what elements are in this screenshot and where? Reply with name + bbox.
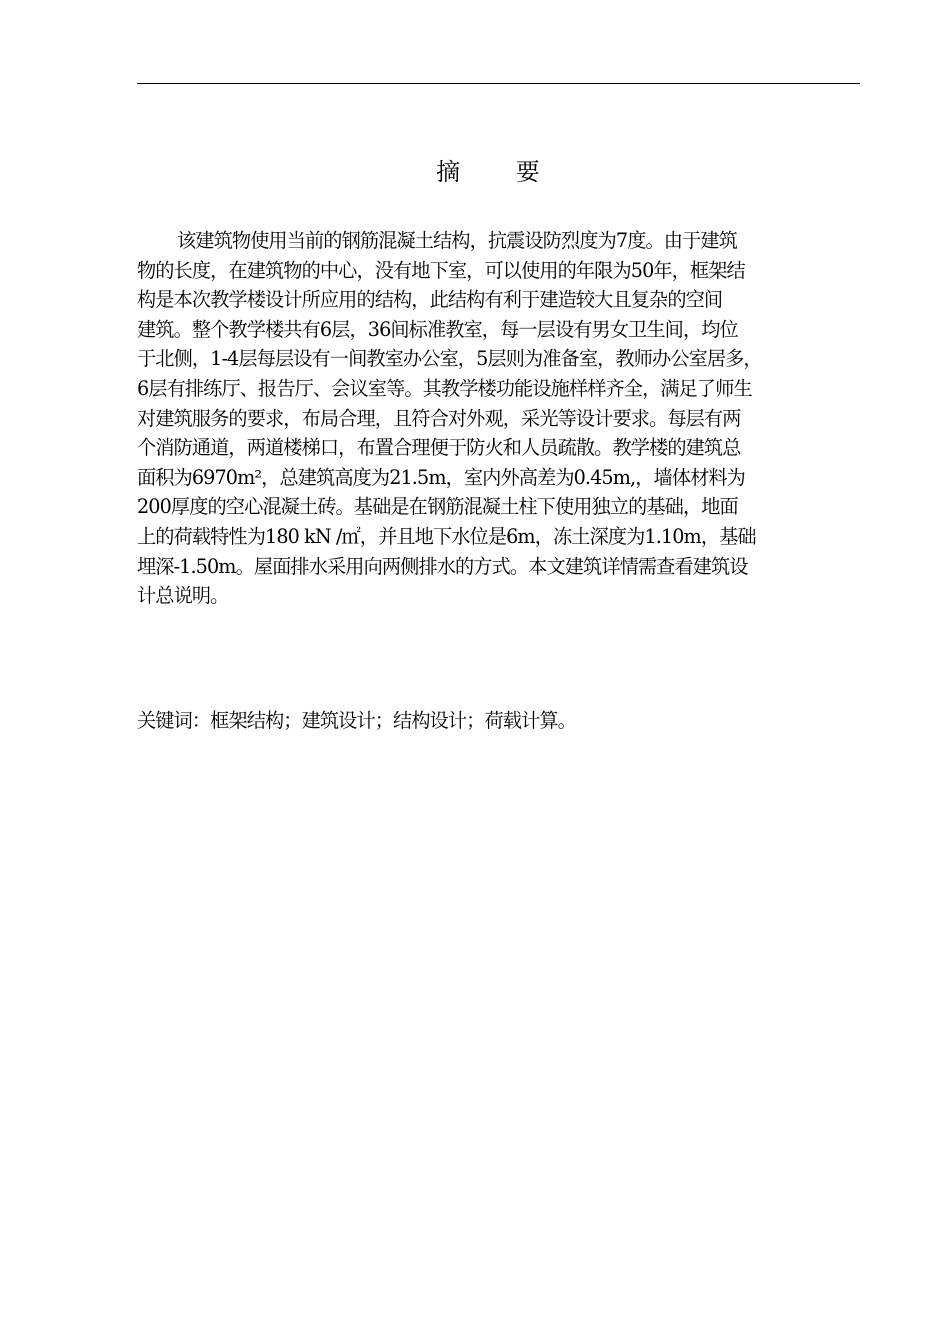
page-title: 摘 要 [436, 158, 564, 186]
abstract-line: 200厚度的空心混凝土砖。基础是在钢筋混凝土柱下使用独立的基础，地面 [137, 495, 738, 519]
abstract-line: 对建筑服务的要求，布局合理，且符合对外观，采光等设计要求。每层有两 [137, 406, 741, 430]
abstract-line: 计总说明。 [137, 584, 229, 608]
abstract-line: 6层有排练厅、报告厅、会议室等。其教学楼功能设施样样齐全，满足了师生 [137, 376, 752, 400]
abstract-line: 埋深-1.50m。屋面排水采用向两侧排水的方式。本文建筑详情需查看建筑设 [137, 554, 748, 578]
abstract-line: 物的长度，在建筑物的中心，没有地下室，可以使用的年限为50年，框架结 [137, 258, 745, 282]
keywords-label: 关键词： [137, 709, 211, 732]
abstract-line: 上的荷载特性为180 kN /㎡，并且地下水位是6m，冻土深度为1.10m，基础 [137, 524, 756, 548]
abstract-line: 建筑。整个教学楼共有6层，36间标准教室，每一层设有男女卫生间，均位 [137, 317, 738, 341]
abstract-line: 该建筑物使用当前的钢筋混凝土结构，抗震设防烈度为7度。由于建筑 [177, 229, 737, 252]
abstract-body [137, 226, 859, 611]
abstract-line: 于北侧，1-4层每层设有一间教室办公室，5层则为准备室，教师办公室居多， [137, 347, 762, 371]
abstract-line: 个消防通道，两道楼梯口，布置合理便于防火和人员疏散。教学楼的建筑总 [137, 436, 741, 460]
header-rule [137, 83, 860, 84]
abstract-line: 构是本次教学楼设计所应用的结构，此结构有利于建造较大且复杂的空间 [137, 288, 723, 312]
abstract-line: 面积为6970m²，总建筑高度为21.5m，室内外高差为0.45m,，墙体材料为 [137, 465, 745, 489]
keywords [137, 706, 859, 736]
keywords-text: 框架结构；建筑设计；结构设计；荷载计算。 [210, 709, 576, 732]
